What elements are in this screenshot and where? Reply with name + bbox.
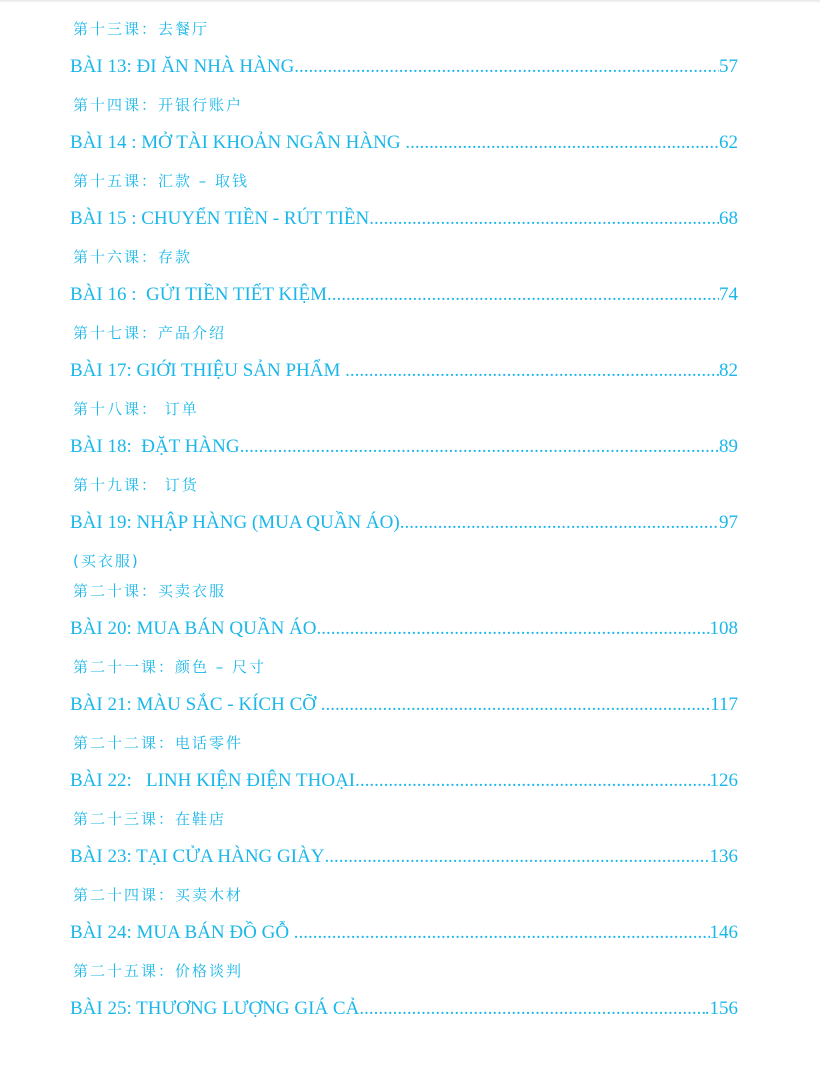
lesson-vietnamese-title: BÀI 22: LINH KIỆN ĐIỆN THOẠI (70, 770, 356, 791)
toc-item-21 (70, 652, 738, 728)
lesson-vietnamese-title: BÀI 24: MUA BÁN ĐỒ GỖ (70, 922, 294, 943)
dot-leader (405, 120, 719, 166)
dot-leader (321, 682, 710, 728)
toc-item-13 (70, 14, 738, 90)
lesson-chinese-title: 第二十二课：电话零件 (73, 734, 244, 752)
dot-leader (325, 834, 710, 880)
dot-leader (294, 910, 710, 956)
page-number: .156 (704, 998, 738, 1019)
dot-leader (327, 272, 719, 318)
dot-leader (316, 606, 709, 652)
lesson-chinese-title: 第十三课：去餐厅 (73, 20, 210, 38)
lesson-vietnamese-title: BÀI 23: TẠI CỬA HÀNG GIÀY (70, 846, 325, 867)
toc-item-24 (70, 880, 738, 956)
toc-entry-link[interactable] (70, 834, 738, 880)
toc-item-16 (70, 242, 738, 318)
lesson-vietnamese-title: BÀI 19: NHẬP HÀNG (MUA QUẦN ÁO) (70, 512, 400, 533)
page-number: 62 (719, 132, 738, 153)
lesson-vietnamese-title: BÀI 14 : MỞ TÀI KHOẢN NGÂN HÀNG (70, 132, 406, 153)
toc-entry-link[interactable] (70, 910, 738, 956)
page-number: 57 (719, 56, 738, 77)
toc-item-17 (70, 318, 738, 394)
page-number: 74 (719, 284, 738, 305)
toc-entry-link[interactable] (70, 196, 738, 242)
lesson-chinese-title: 第二十一课：颜色 – 尺寸 (73, 658, 267, 676)
page-number: 146 (709, 922, 738, 943)
lesson-vietnamese-title: BÀI 17: GIỚI THIỆU SẢN PHẨM (70, 360, 346, 381)
lesson-chinese-title: 第二十课：买卖衣服 (73, 582, 227, 600)
toc-entry-link[interactable] (70, 348, 738, 394)
lesson-vietnamese-title: BÀI 25: THƯƠNG LƯỢNG GIÁ CẢ (70, 998, 360, 1019)
lesson-chinese-title: 第十五课：汇款 – 取钱 (73, 172, 250, 190)
toc-entry-link[interactable] (70, 986, 738, 1032)
toc-item-15 (70, 166, 738, 242)
page-number: 108 (709, 618, 738, 639)
lesson-chinese-title: 第十四课：开银行账户 (73, 96, 244, 114)
toc-entry-link[interactable] (70, 120, 738, 166)
toc-entry-link[interactable] (70, 424, 738, 470)
toc-item-20 (70, 576, 738, 652)
page-top-edge (0, 0, 820, 3)
page-number: 136 (709, 846, 738, 867)
lesson-chinese-title: 第二十五课：价格谈判 (73, 962, 244, 980)
page-number: 82 (719, 360, 738, 381)
lesson-chinese-title: 第十八课： 订单 (73, 400, 199, 418)
toc-item-14 (70, 90, 738, 166)
lesson-chinese-title: 第十七课：产品介绍 (73, 324, 227, 342)
dot-leader (345, 348, 719, 394)
lesson-vietnamese-title: BÀI 16 : GỬI TIỀN TIẾT KIỆM (70, 284, 327, 305)
toc-entry-link[interactable] (70, 758, 738, 804)
toc-entry-link[interactable] (70, 500, 738, 546)
lesson-chinese-title: 第十九课： 订货 (73, 476, 199, 494)
toc-note-19 (70, 546, 738, 576)
toc-item-23 (70, 804, 738, 880)
toc-item-22 (70, 728, 738, 804)
page-number: 97 (719, 512, 738, 533)
lesson-chinese-title: 第十六课：存款 (73, 248, 193, 266)
lesson-vietnamese-title: BÀI 21: MÀU SẮC - KÍCH CỠ (70, 694, 321, 715)
toc-entry-link[interactable] (70, 606, 738, 652)
table-of-contents (70, 14, 738, 1032)
page-number: 68 (719, 208, 738, 229)
page-number: 126 (709, 770, 738, 791)
toc-item-18 (70, 394, 738, 470)
lesson-chinese-title: 第二十三课：在鞋店 (73, 810, 227, 828)
toc-entry-link[interactable] (70, 272, 738, 318)
dot-leader (400, 500, 719, 546)
page-number: 117 (710, 694, 738, 715)
dot-leader (359, 986, 704, 1032)
lesson-chinese-subtitle: (买衣服) (73, 552, 140, 570)
toc-item-19 (70, 470, 738, 546)
lesson-vietnamese-title: BÀI 13: ĐI ĂN NHÀ HÀNG (70, 56, 295, 77)
lesson-chinese-title: 第二十四课：买卖木材 (73, 886, 244, 904)
lesson-vietnamese-title: BÀI 20: MUA BÁN QUẦN ÁO (70, 618, 317, 639)
toc-entry-link[interactable] (70, 682, 738, 728)
dot-leader (240, 424, 719, 470)
page-number: 89 (719, 436, 738, 457)
dot-leader (294, 44, 719, 90)
lesson-vietnamese-title: BÀI 18: ĐẶT HÀNG (70, 436, 240, 457)
lesson-vietnamese-title: BÀI 15 : CHUYỂN TIỀN - RÚT TIỀN (70, 208, 370, 229)
toc-item-25 (70, 956, 738, 1032)
dot-leader (369, 196, 719, 242)
dot-leader (355, 758, 709, 804)
toc-entry-link[interactable] (70, 44, 738, 90)
